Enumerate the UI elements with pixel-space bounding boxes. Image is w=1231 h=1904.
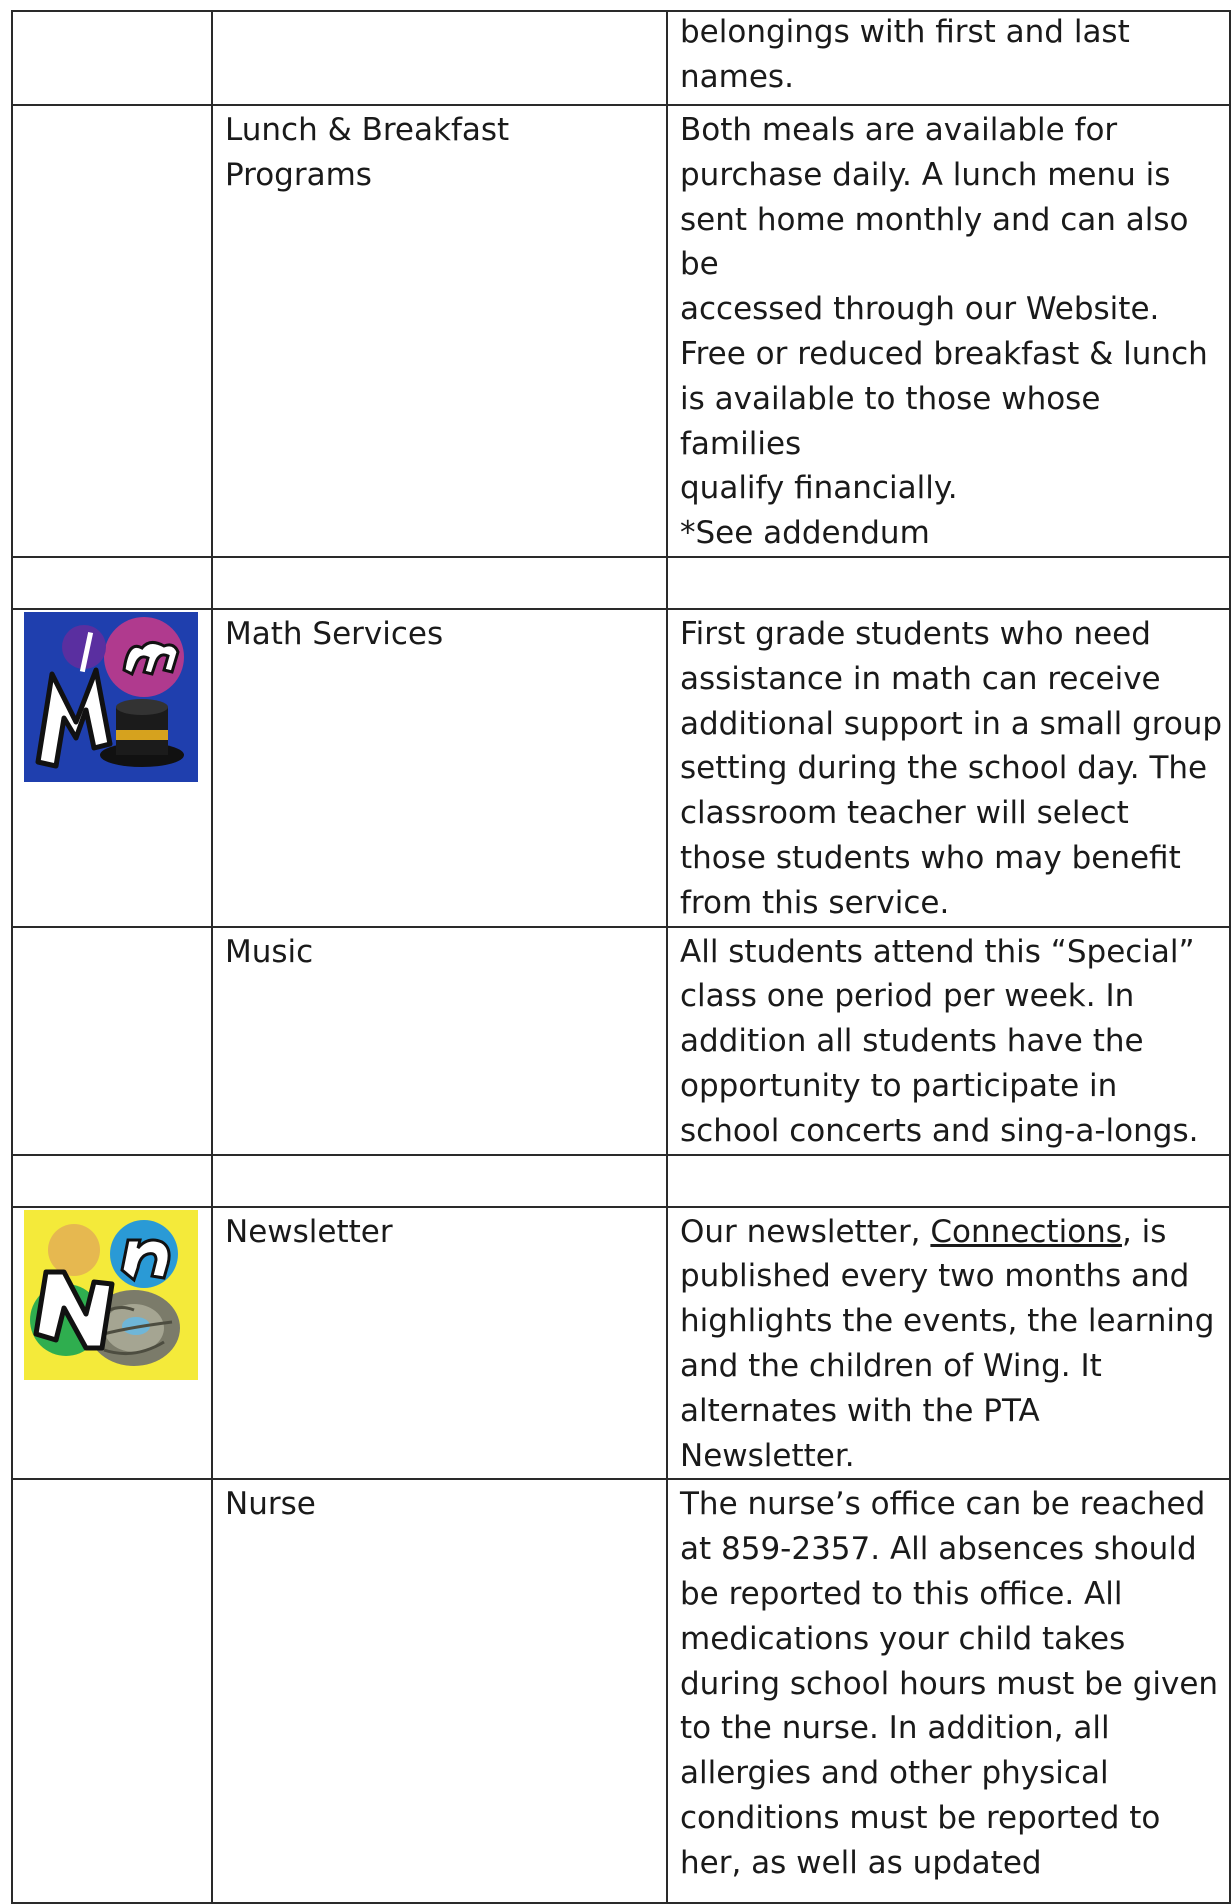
table-row-newsletter [12, 1207, 1230, 1480]
description-cell [667, 927, 1230, 1155]
description-cell [667, 1479, 1230, 1903]
spacer-cell [12, 1155, 212, 1207]
topic-text: Newsletter [225, 1213, 393, 1250]
icon-cell [12, 1207, 212, 1480]
table-row-nurse [12, 1479, 1230, 1903]
table-row-lunch-breakfast [12, 105, 1230, 557]
topic-cell [212, 1207, 667, 1480]
description-cell [667, 1207, 1230, 1480]
topic-cell [212, 609, 667, 927]
spacer-row [12, 1155, 1230, 1207]
topic-text: Music [225, 933, 314, 970]
description-cell [667, 105, 1230, 557]
topic-cell [212, 11, 667, 105]
spacer-cell [667, 1155, 1230, 1207]
description-text-before: Our newsletter, [680, 1213, 931, 1250]
spacer-row [12, 557, 1230, 609]
handbook-table [11, 10, 1231, 1904]
icon-cell [12, 11, 212, 105]
description-text: Both meals are available for purchase daily. A lunch menu is sent home monthly and can also be accessed through our Website. Free or reduced breakfast & lunch is available to those whose families qualify financially. *See addendum [680, 112, 1208, 552]
icon-cell [12, 927, 212, 1155]
description-text-after: , is published every two months and highlights the events, the learning and the children of Wing. It alternates with the PTA Newsletter. [680, 1213, 1215, 1474]
description-text: All students attend this “Special” class one period per week. In addition all students have the opportunity to participate in school concerts and sing-a-longs. [680, 933, 1199, 1149]
connections-link[interactable]: Connections [930, 1213, 1122, 1250]
topic-text: Nurse [225, 1486, 316, 1523]
description-text [680, 1210, 1229, 1479]
topic-cell [212, 1479, 667, 1903]
topic-text: Math Services [225, 615, 444, 652]
topic-text: Lunch & Breakfast Programs [225, 112, 510, 193]
icon-cell [12, 1479, 212, 1903]
table-row-math-services [12, 609, 1230, 927]
description-text: The nurse’s office can be reached at 859-2357. All absences should be reported to this office. All medications your child takes during school hours must be given to the nurse. In addition, all allergies and other physical conditions must be reported to her, as well as updated [680, 1486, 1219, 1881]
description-text: First grade students who need assistance in math can receive additional support in a small group setting during the school day. The classroom teacher will select those students who may benefit from this service. [680, 615, 1223, 921]
topic-cell [212, 927, 667, 1155]
spacer-cell [12, 557, 212, 609]
icon-cell [12, 105, 212, 557]
description-cell [667, 609, 1230, 927]
spacer-cell [212, 557, 667, 609]
topic-cell [212, 105, 667, 557]
icon-cell [12, 609, 212, 927]
newsletter-nest-icon [24, 1210, 198, 1380]
spacer-cell [667, 557, 1230, 609]
table-row-belongings [12, 11, 1230, 105]
description-cell [667, 11, 1230, 105]
description-text: belongings with first and last names. [680, 14, 1130, 95]
math-magic-hat-icon [24, 612, 198, 782]
table-row-music [12, 927, 1230, 1155]
spacer-cell [212, 1155, 667, 1207]
